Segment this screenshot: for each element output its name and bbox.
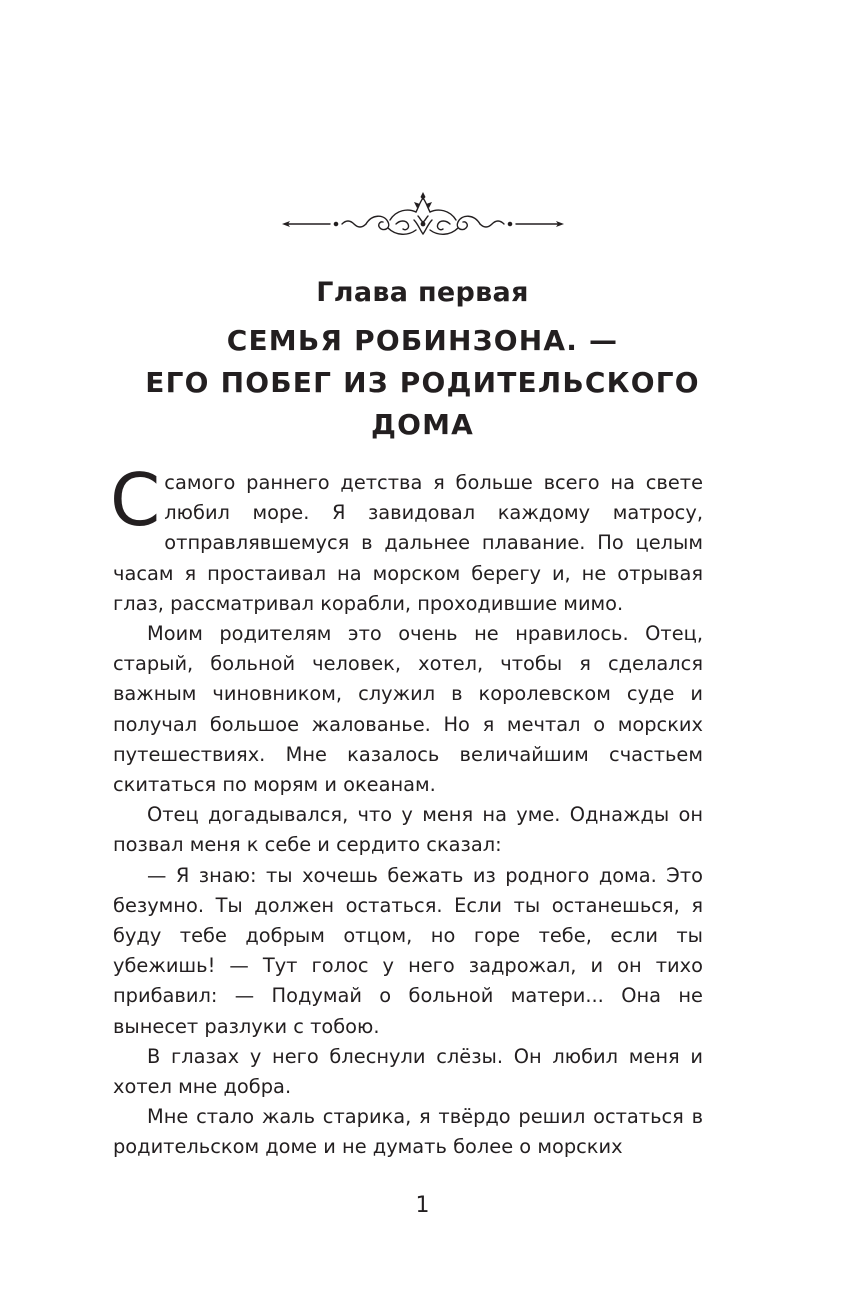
- paragraph-text: самого раннего детства я больше всего на свете любил море. Я завидовал каждому матросу, отправлявшемуся в дальнее плавание. По целым часам я простаивал на морском берегу и, не отрывая глаз, рассматривал корабли, проходившие мимо.: [113, 471, 703, 615]
- chapter-title-line: ЕГО ПОБЕГ ИЗ РОДИТЕЛЬСКОГО: [145, 366, 700, 399]
- chapter-title: [0, 320, 845, 446]
- page-number: 1: [415, 1193, 430, 1218]
- decorative-divider-ornament: [278, 190, 568, 242]
- paragraph: Моим родителям это очень не нравилось. Отец, старый, больной человек, хотел, чтобы я сделался важным чиновником, служил в королевском суде и получал большое жалованье. Но я мечтал о морских путешествиях. Мне казалось величайшим счастьем скитаться по морям и океанам.: [113, 622, 703, 797]
- paragraph: В глазах у него блеснули слёзы. Он любил меня и хотел мне добра.: [113, 1044, 703, 1099]
- paragraph: Мне стало жаль старика, я твёрдо решил остаться в родительском доме и не думать более о морских: [113, 1105, 703, 1159]
- chapter-body-text: [110, 458, 703, 1163]
- chapter-label: Глава первая: [316, 277, 529, 308]
- chapter-title-line: СЕМЬЯ РОБИНЗОНА. —: [226, 324, 619, 357]
- paragraph: [110, 458, 703, 619]
- chapter-title-line: ДОМА: [370, 408, 475, 441]
- paragraph: — Я знаю: ты хочешь бежать из родного дома. Это безумно. Ты должен остаться. Если ты останешься, я буду тебе добрым отцом, но горе тебе, если ты убежишь! — Тут голос у него задрожал, и он тихо прибавил: — Подумай о больной матери... Она не вынесет разлуки с тобою.: [113, 863, 703, 1038]
- paragraph: Отец догадывался, что у меня на уме. Однажды он позвал меня к себе и сердито сказал:: [113, 803, 703, 857]
- drop-cap-letter: С: [110, 458, 161, 542]
